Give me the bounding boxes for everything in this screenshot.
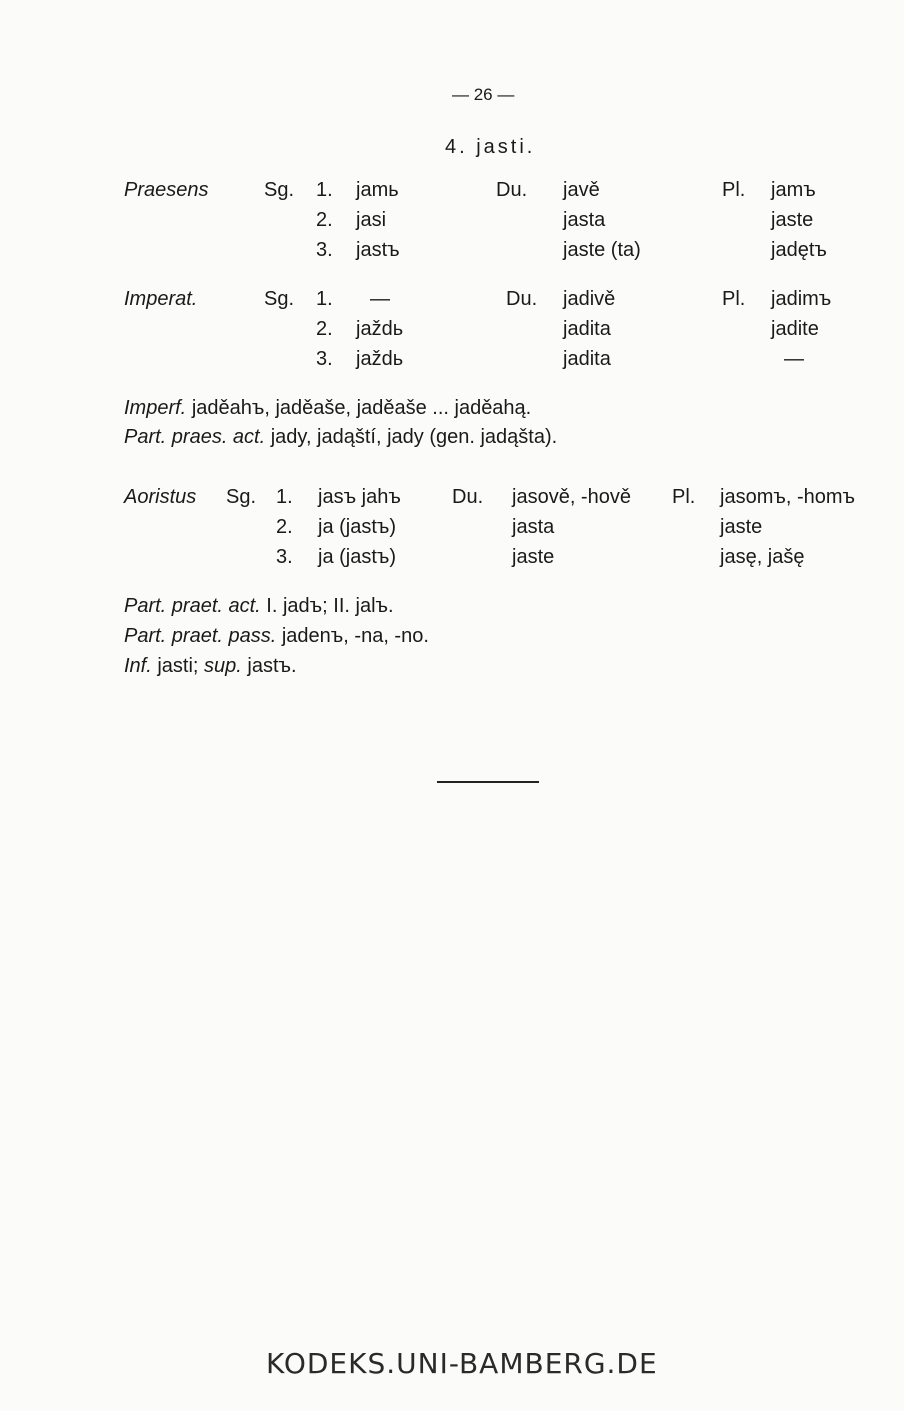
imperat-pl-label: Pl. xyxy=(722,288,746,310)
praesens-label: Praesens xyxy=(124,179,209,201)
part-praes-act-line xyxy=(124,425,557,449)
aoristus-du-form-3: jaste xyxy=(512,546,555,568)
imperat-sg-label: Sg. xyxy=(264,288,295,310)
aoristus-sg-form-3: ja (jastъ) xyxy=(318,546,397,568)
imperat-du-form-3: jadita xyxy=(563,348,611,370)
praesens-sg-form-2: jasi xyxy=(356,209,387,231)
praesens-num-2: 2. xyxy=(316,209,333,231)
aoristus-sg-label: Sg. xyxy=(226,486,257,508)
sup-label: sup. xyxy=(204,655,242,677)
aoristus-label: Aoristus xyxy=(124,486,197,508)
praesens-sg-form-3: jastъ xyxy=(356,239,400,261)
praesens-num-1: 1. xyxy=(316,179,333,201)
imperat-label: Imperat. xyxy=(124,288,198,310)
aoristus-sg-form-1: jasъ jahъ xyxy=(318,486,401,508)
aoristus-du-label: Du. xyxy=(452,486,484,508)
imperat-pl-form-2: jadite xyxy=(771,318,819,340)
praesens-pl-form-2: jaste xyxy=(771,209,814,231)
part-praet-pass-text: jadenъ, -na, -no. xyxy=(281,625,429,647)
part-praet-pass-line xyxy=(124,624,429,648)
section-divider xyxy=(437,781,539,783)
inf-text: jasti; xyxy=(157,655,199,677)
praesens-sg-label: Sg. xyxy=(264,179,295,201)
praesens-pl-label: Pl. xyxy=(722,179,746,201)
praesens-du-form-3: jaste (ta) xyxy=(563,239,641,261)
aoristus-pl-label: Pl. xyxy=(672,486,696,508)
praesens-num-3: 3. xyxy=(316,239,333,261)
inf-label: Inf. xyxy=(124,655,152,677)
aoristus-du-form-2: jasta xyxy=(512,516,555,538)
part-praet-pass-label: Part. praet. pass. xyxy=(124,625,277,647)
imperat-sg-form-1: — xyxy=(370,288,390,310)
imperf-line xyxy=(124,396,531,420)
watermark: KODEKS.UNI-BAMBERG.DE xyxy=(266,1347,658,1380)
part-praes-act-label: Part. praes. act. xyxy=(124,426,266,448)
imperat-num-2: 2. xyxy=(316,318,333,340)
praesens-pl-form-3: jadętъ xyxy=(771,239,827,261)
aoristus-pl-form-1: jasomъ, -homъ xyxy=(720,486,856,508)
part-praet-act-label: Part. praet. act. xyxy=(124,595,261,617)
inf-line xyxy=(124,654,297,678)
praesens-du-form-1: javě xyxy=(563,179,600,201)
imperat-du-form-2: jadita xyxy=(563,318,611,340)
section-heading: 4. jasti. xyxy=(445,136,536,158)
aoristus-num-1: 1. xyxy=(276,486,293,508)
aoristus-num-2: 2. xyxy=(276,516,293,538)
imperat-pl-form-3: — xyxy=(784,348,804,370)
part-praet-act-line xyxy=(124,594,394,618)
praesens-sg-form-1: jamь xyxy=(356,179,399,201)
imperat-sg-form-2: jaždь xyxy=(356,318,404,340)
part-praes-act-text: jady, jadąští, jady (gen. jadąšta). xyxy=(270,426,558,448)
praesens-du-label: Du. xyxy=(496,179,528,201)
aoristus-pl-form-3: jasę, jašę xyxy=(720,546,805,568)
imperat-du-form-1: jadivě xyxy=(563,288,616,310)
imperat-pl-form-1: jadimъ xyxy=(771,288,832,310)
part-praet-act-text: I. jadъ; II. jalъ. xyxy=(266,595,394,617)
imperat-du-label: Du. xyxy=(506,288,538,310)
praesens-pl-form-1: jamъ xyxy=(771,179,816,201)
imperat-num-3: 3. xyxy=(316,348,333,370)
sup-text: jastъ. xyxy=(247,655,297,677)
praesens-du-form-2: jasta xyxy=(563,209,606,231)
aoristus-pl-form-2: jaste xyxy=(720,516,763,538)
imperat-sg-form-3: jaždь xyxy=(356,348,404,370)
imperf-label: Imperf. xyxy=(124,397,187,419)
aoristus-du-form-1: jasově, -hově xyxy=(512,486,631,508)
imperat-num-1: 1. xyxy=(316,288,333,310)
aoristus-sg-form-2: ja (jastъ) xyxy=(318,516,397,538)
aoristus-num-3: 3. xyxy=(276,546,293,568)
imperf-text: jaděahъ, jaděaše, jaděaše ... jaděahą. xyxy=(191,397,532,419)
page-number: — 26 — xyxy=(452,85,515,104)
